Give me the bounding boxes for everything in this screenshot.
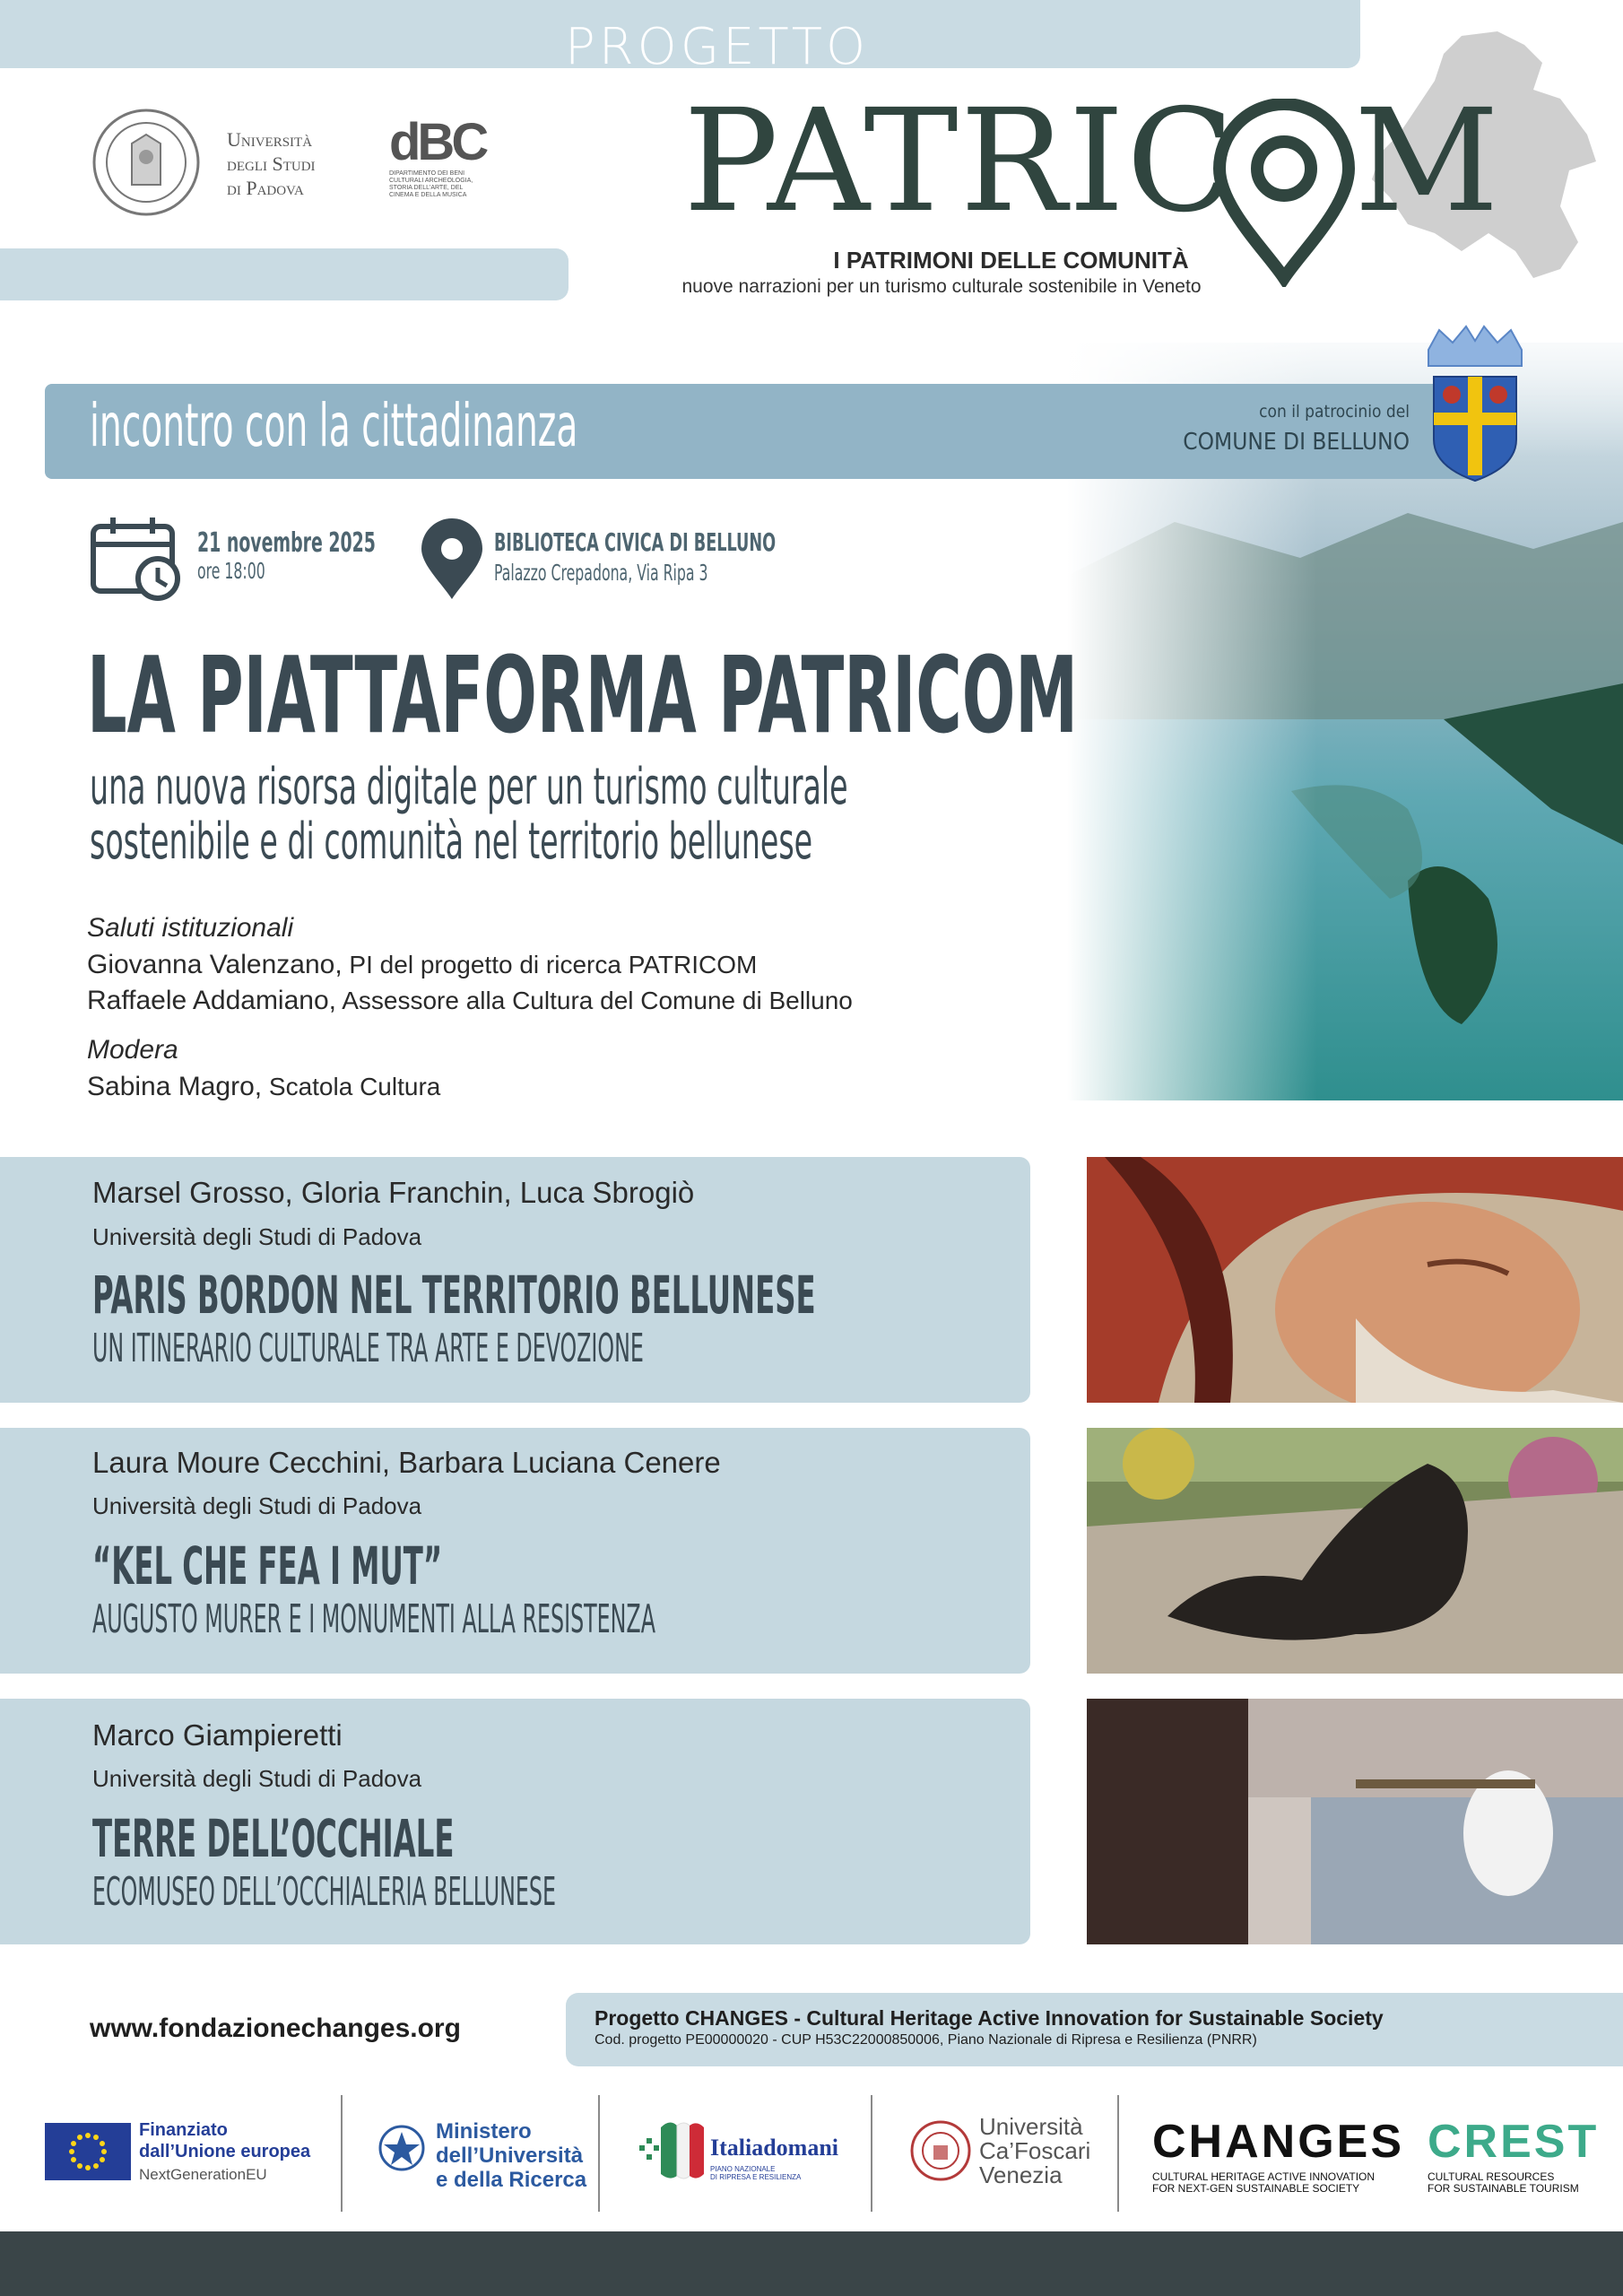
italian-republic-emblem-icon: [377, 2121, 427, 2180]
patrocinio-comune: COMUNE DI BELLUNO: [1183, 429, 1410, 456]
talk-subtitle-wrap: [92, 1596, 1031, 1642]
cafoscari-logo-text: [979, 2115, 1090, 2187]
saluti-item: [87, 950, 757, 980]
logo-divider: [341, 2095, 343, 2212]
changes-logo-sub: [1152, 2171, 1375, 2195]
patricom-wordmark: PATRIC: [683, 79, 1237, 244]
talk-speakers: Marco Giampieretti: [92, 1718, 343, 1752]
main-title-wrap: [87, 633, 1588, 757]
event-place: BIBLIOTECA CIVICA DI BELLUNO: [494, 527, 777, 557]
event-date: 21 novembre 2025: [197, 527, 376, 559]
changes-logo-sub-line-2: FOR NEXT-GEN SUSTAINABLE SOCIETY: [1152, 2182, 1360, 2195]
talk-affiliation: Università degli Studi di Padova: [92, 1223, 422, 1250]
talk-title-wrap: [92, 1808, 676, 1869]
dbc-logo: [389, 113, 486, 199]
saluti-name: Raffaele Addamiano,: [87, 986, 336, 1015]
saluti-heading: Saluti istituzionali: [87, 913, 294, 943]
talk-title: TERRE DELL’OCCHIALE: [92, 1808, 455, 1869]
mur-line-1: Ministero: [436, 2119, 532, 2144]
italia-domani-flag-icon: [634, 2118, 706, 2181]
patrocinio-label: con il patrocinio del: [1259, 402, 1410, 422]
italia-sub-line-2: DI RIPRESA E RESILIENZA: [710, 2173, 802, 2181]
unipd-line-3: di Padova: [227, 177, 304, 199]
main-subtitle-1-wrap: [90, 758, 1238, 816]
crest-logo-sub-line-1: CULTURAL RESOURCES: [1428, 2170, 1555, 2183]
crest-logo-sub: [1428, 2171, 1579, 2195]
italia-domani-text: Italiadomani: [710, 2135, 839, 2161]
modera-name: Sabina Magro,: [87, 1072, 263, 1101]
eu-stars-icon: [45, 2123, 131, 2180]
eu-nextgen-text: NextGenerationEU: [139, 2166, 267, 2183]
belluno-coat-of-arms-icon: [1421, 323, 1529, 484]
eu-line-1: Finanziato: [139, 2120, 228, 2140]
talk-subtitle: AUGUSTO MURER E I MONUMENTI ALLA RESISTENZA: [92, 1596, 655, 1642]
event-address: Palazzo Crepadona, Via Ripa 3: [494, 560, 708, 586]
map-pin-icon: [1212, 99, 1356, 287]
talk-title: “KEL CHE FEA I MUT”: [92, 1535, 443, 1596]
saluti-role: Assessore alla Cultura del Comune di Belluno: [335, 987, 853, 1014]
eyewear-craft-photo: [1087, 1699, 1623, 1944]
unipd-line-1: Università: [227, 128, 313, 151]
event-date-wrap: [197, 527, 452, 559]
saluti-name: Giovanna Valenzano,: [87, 950, 343, 979]
talk-speakers: Laura Moure Cecchini, Barbara Luciana Cenere: [92, 1446, 721, 1479]
event-time-wrap: [197, 558, 294, 584]
main-subtitle-1: una nuova risorsa digitale per un turismo culturale: [90, 758, 848, 816]
dbc-letters: dBC: [389, 113, 486, 171]
talk-subtitle-wrap: [92, 1326, 1011, 1371]
left-decorative-band: [0, 248, 568, 300]
talk-subtitle-wrap: [92, 1869, 865, 1915]
modera-item: [87, 1072, 440, 1102]
patricom-wordmark-m: M: [1354, 79, 1499, 244]
bottom-band: [0, 2231, 1623, 2296]
talk-affiliation: Università degli Studi di Padova: [92, 1765, 422, 1792]
eu-line-2: dall’Unione europea: [139, 2142, 311, 2161]
paris-bordon-fresco-photo: [1087, 1157, 1623, 1403]
logo-divider: [1117, 2095, 1119, 2212]
eu-flag-icon: [45, 2123, 131, 2180]
event-address-wrap: [494, 560, 800, 586]
mur-line-3: e della Ricerca: [436, 2168, 587, 2192]
italia-domani-sub: [710, 2165, 801, 2181]
mur-line-2: dell’Università: [436, 2144, 584, 2168]
italia-sub-line-1: PIANO NAZIONALE: [710, 2165, 776, 2173]
event-time: ore 18:00: [197, 558, 265, 584]
patricom-tagline-sub: nuove narrazioni per un turismo culturale sostenibile in Veneto: [681, 276, 1202, 297]
main-subtitle-2-wrap: [90, 813, 1185, 871]
unipd-seal-logo: [91, 108, 201, 217]
unipd-wordmark: [227, 127, 316, 200]
eu-funding-text: [139, 2119, 310, 2162]
talk-subtitle: UN ITINERARIO CULTURALE TRA ARTE E DEVOZIONE: [92, 1326, 644, 1371]
patricom-tagline: I PATRIMONI DELLE COMUNITÀ: [833, 247, 1189, 274]
progetto-label: PROGETTO: [565, 18, 870, 76]
murer-monument-photo: [1087, 1428, 1623, 1674]
website-link[interactable]: www.fondazionechanges.org: [90, 2013, 461, 2043]
main-subtitle-2: sostenibile e di comunità nel territorio bellunese: [90, 813, 813, 871]
crest-logo: CREST: [1428, 2116, 1600, 2168]
calendar-clock-icon: [90, 516, 185, 602]
talk-speakers: Marsel Grosso, Gloria Franchin, Luca Sbrogiò: [92, 1176, 695, 1209]
logo-divider: [871, 2095, 872, 2212]
saluti-item: [87, 986, 853, 1016]
incontro-banner-text: incontro con la cittadinanza: [90, 391, 578, 460]
event-place-wrap: [494, 527, 897, 557]
cafoscari-line-3: Venezia: [979, 2161, 1063, 2188]
location-pin-icon: [420, 518, 484, 601]
saluti-role: PI del progetto di ricerca PATRICOM: [342, 951, 758, 978]
talk-title-wrap: [92, 1265, 1259, 1326]
main-title: LA PIATTAFORMA PATRICOM: [87, 633, 1079, 757]
unipd-line-2: degli Studi: [227, 152, 316, 175]
dbc-subtitle: DIPARTIMENTO DEI BENI CULTURALI ARCHEOLOGIA, STORIA DELL'ARTE, DEL CINEMA E DELLA MUSICA: [389, 170, 473, 198]
mur-logo-text: [436, 2119, 586, 2192]
talk-affiliation: Università degli Studi di Padova: [92, 1492, 422, 1519]
talk-subtitle: ECOMUSEO DELL’OCCHIALERIA BELLUNESE: [92, 1869, 556, 1915]
logo-divider: [598, 2095, 600, 2212]
incontro-banner-text-wrap: [90, 391, 829, 460]
changes-logo-sub-line-1: CULTURAL HERITAGE ACTIVE INNOVATION: [1152, 2170, 1376, 2183]
talk-title-wrap: [92, 1535, 656, 1596]
talk-title: PARIS BORDON NEL TERRITORIO BELLUNESE: [92, 1265, 816, 1326]
cafoscari-seal-icon: [908, 2118, 973, 2183]
cafoscari-line-2: Ca’Foscari: [979, 2137, 1091, 2164]
crest-logo-sub-line-2: FOR SUSTAINABLE TOURISM: [1428, 2182, 1579, 2195]
modera-role: Scatola Cultura: [262, 1073, 441, 1100]
changes-logo: CHANGES: [1152, 2116, 1405, 2168]
modera-heading: Modera: [87, 1035, 178, 1065]
changes-project-code: Cod. progetto PE00000020 - CUP H53C22000850006, Piano Nazionale di Ripresa e Resilienza (PNRR): [595, 2032, 1257, 2048]
cafoscari-line-1: Università: [979, 2113, 1083, 2140]
changes-project-title: Progetto CHANGES - Cultural Heritage Active Innovation for Sustainable Society: [595, 2006, 1384, 2030]
